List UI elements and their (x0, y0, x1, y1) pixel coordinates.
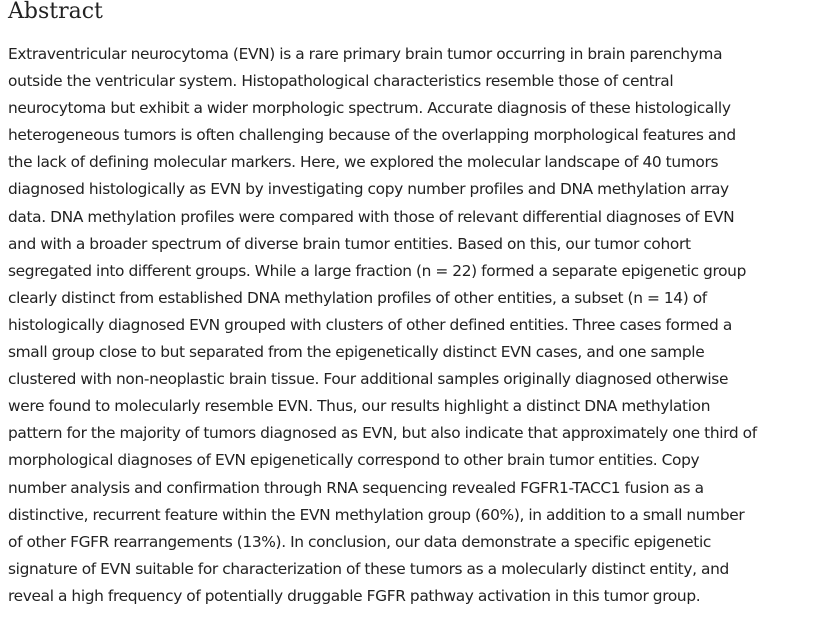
abstract-heading: Abstract (8, 0, 103, 24)
abstract-line-11: histologically diagnosed EVN grouped with clusters of other defined entities. Three cases formed a (8, 315, 732, 334)
abstract-line-18: distinctive, recurrent feature within the EVN methylation group (60%), in addition to a small number (8, 505, 745, 524)
abstract-line-9: segregated into different groups. While a large fraction (n = 22) formed a separate epigenetic group (8, 261, 747, 280)
abstract-line-5: the lack of defining molecular markers. Here, we explored the molecular landscape of 40 tumors (8, 153, 719, 172)
abstract-line-2: outside the ventricular system. Histopathological characteristics resemble those of central (8, 72, 674, 91)
abstract-line-16: morphological diagnoses of EVN epigenetically correspond to other brain tumor entities. Copy (8, 451, 700, 470)
abstract-paragraph (8, 41, 830, 610)
abstract-line-15: pattern for the majority of tumors diagnosed as EVN, but also indicate that approximately one third of (8, 424, 757, 443)
abstract-line-13: clustered with non-neoplastic brain tissue. Four additional samples originally diagnosed otherwise (8, 370, 729, 389)
abstract-line-4: heterogeneous tumors is often challenging because of the overlapping morphological features and (8, 126, 736, 145)
abstract-line-10: clearly distinct from established DNA methylation profiles of other entities, a subset (n = 14) of (8, 288, 707, 307)
abstract-line-14: were found to molecularly resemble EVN. Thus, our results highlight a distinct DNA methylation (8, 397, 711, 416)
abstract-line-21: reveal a high frequency of potentially druggable FGFR pathway activation in this tumor group. (8, 586, 701, 605)
abstract-line-19: of other FGFR rearrangements (13%). In conclusion, our data demonstrate a specific epigenetic (8, 532, 711, 551)
abstract-line-17: number analysis and confirmation through RNA sequencing revealed FGFR1-TACC1 fusion as a (8, 478, 704, 497)
abstract-line-6: diagnosed histologically as EVN by investigating copy number profiles and DNA methylation array (8, 180, 729, 199)
abstract-line-1: Extraventricular neurocytoma (EVN) is a rare primary brain tumor occurring in brain parenchyma (8, 45, 723, 63)
abstract-line-7: data. DNA methylation profiles were compared with those of relevant differential diagnoses of EVN (8, 207, 735, 226)
abstract-line-12: small group close to but separated from the epigenetically distinct EVN cases, and one sample (8, 343, 705, 362)
abstract-line-3: neurocytoma but exhibit a wider morphologic spectrum. Accurate diagnosis of these histologically (8, 99, 731, 118)
abstract-line-20: signature of EVN suitable for characterization of these tumors as a molecularly distinct entity, and (8, 559, 729, 578)
abstract-line-8: and with a broader spectrum of diverse brain tumor entities. Based on this, our tumor cohort (8, 234, 691, 253)
